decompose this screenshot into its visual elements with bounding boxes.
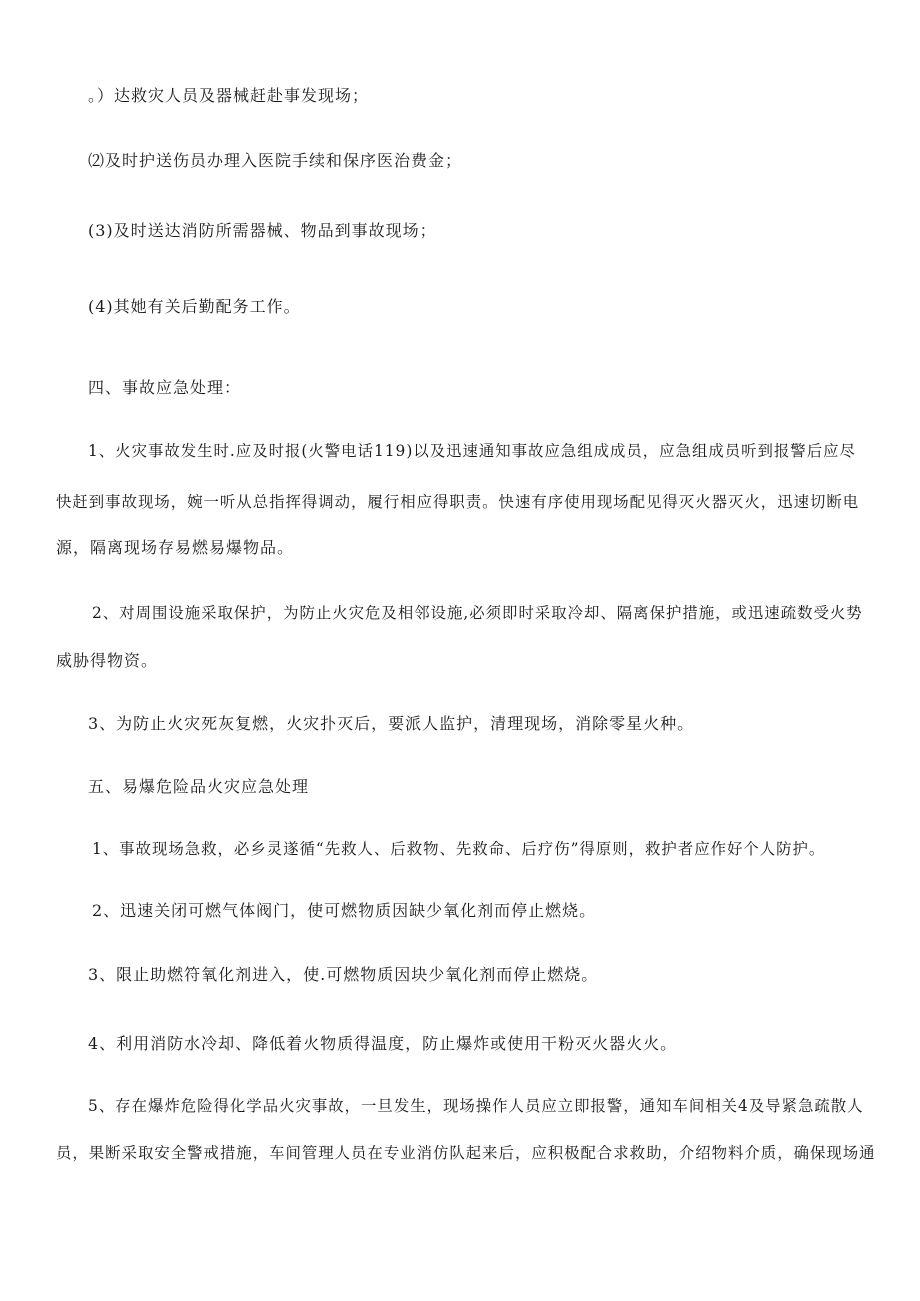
section-heading-5: 五、易爆危险品火灾应急处理 [88, 777, 310, 796]
text-line-14: 2、迅速关闭可燃气体阀门，使可燃物质因缺少氧化剂而停止燃烧。 [92, 901, 597, 920]
text-line-18: 员，果断采取安全警戒措施，车间管理人员在专业消仿队起来后，应积极配合求救助，介绍物料介质，确保现场通 [56, 1144, 876, 1162]
text-line-15: 3、限止助燃符氧化剂进入，使.可燃物质因块少氧化剂而停止燃烧。 [88, 965, 599, 984]
text-line-1: 。）达救灾人员及器械赶赴事发现场； [88, 86, 370, 105]
text-line-6: 1、火灾事故发生时.应及时报(火警电话119)以及迅速通知事故应急组成成员，应急组成员听到报警后应尽 [88, 442, 856, 460]
text-line-17: 5、存在爆炸危险得化学品火灾事故，一旦发生，现场操作人员应立即报警，通知车间相关4及导紧急疏散人 [88, 1097, 864, 1115]
text-line-2: ⑵及时护送伤员办理入医院手续和保序医治费金； [88, 151, 463, 170]
text-line-9: 2、对周围设施采取保护，为防止火灾危及相邻设施,必须即时采取冷却、隔离保护措施，或迅速疏数受火势 [92, 604, 863, 622]
text-line-10: 威胁得物资。 [56, 651, 159, 670]
text-line-8: 源，隔离现场存易燃易爆物品。 [56, 538, 295, 557]
text-line-11: 3、为防止火灾死灰复燃，火灾扑灭后，要派人监护，清理现场，消除零星火种。 [88, 714, 695, 733]
text-line-16: 4、利用消防水冷却、降低着火物质得温度，防止爆炸或使用干粉灭火器火火。 [88, 1034, 678, 1053]
text-line-4: (4)其她有关后勤配务工作。 [88, 297, 301, 316]
text-line-7: 快赶到事故现场，婉一听从总指挥得调动，履行相应得职责。快速有序使用现场配见得灭火器灭火，迅速切断电 [56, 493, 860, 511]
text-line-13: 1、事故现场急救，必乡灵遂循“先救人、后救物、先救命、后疗伤”得原则，救护者应作好个人防护。 [92, 840, 826, 858]
section-heading-4: 四、事故应急处理： [88, 378, 242, 397]
text-line-3: (3)及时送达消防所需器械、物品到事故现场； [88, 221, 437, 240]
